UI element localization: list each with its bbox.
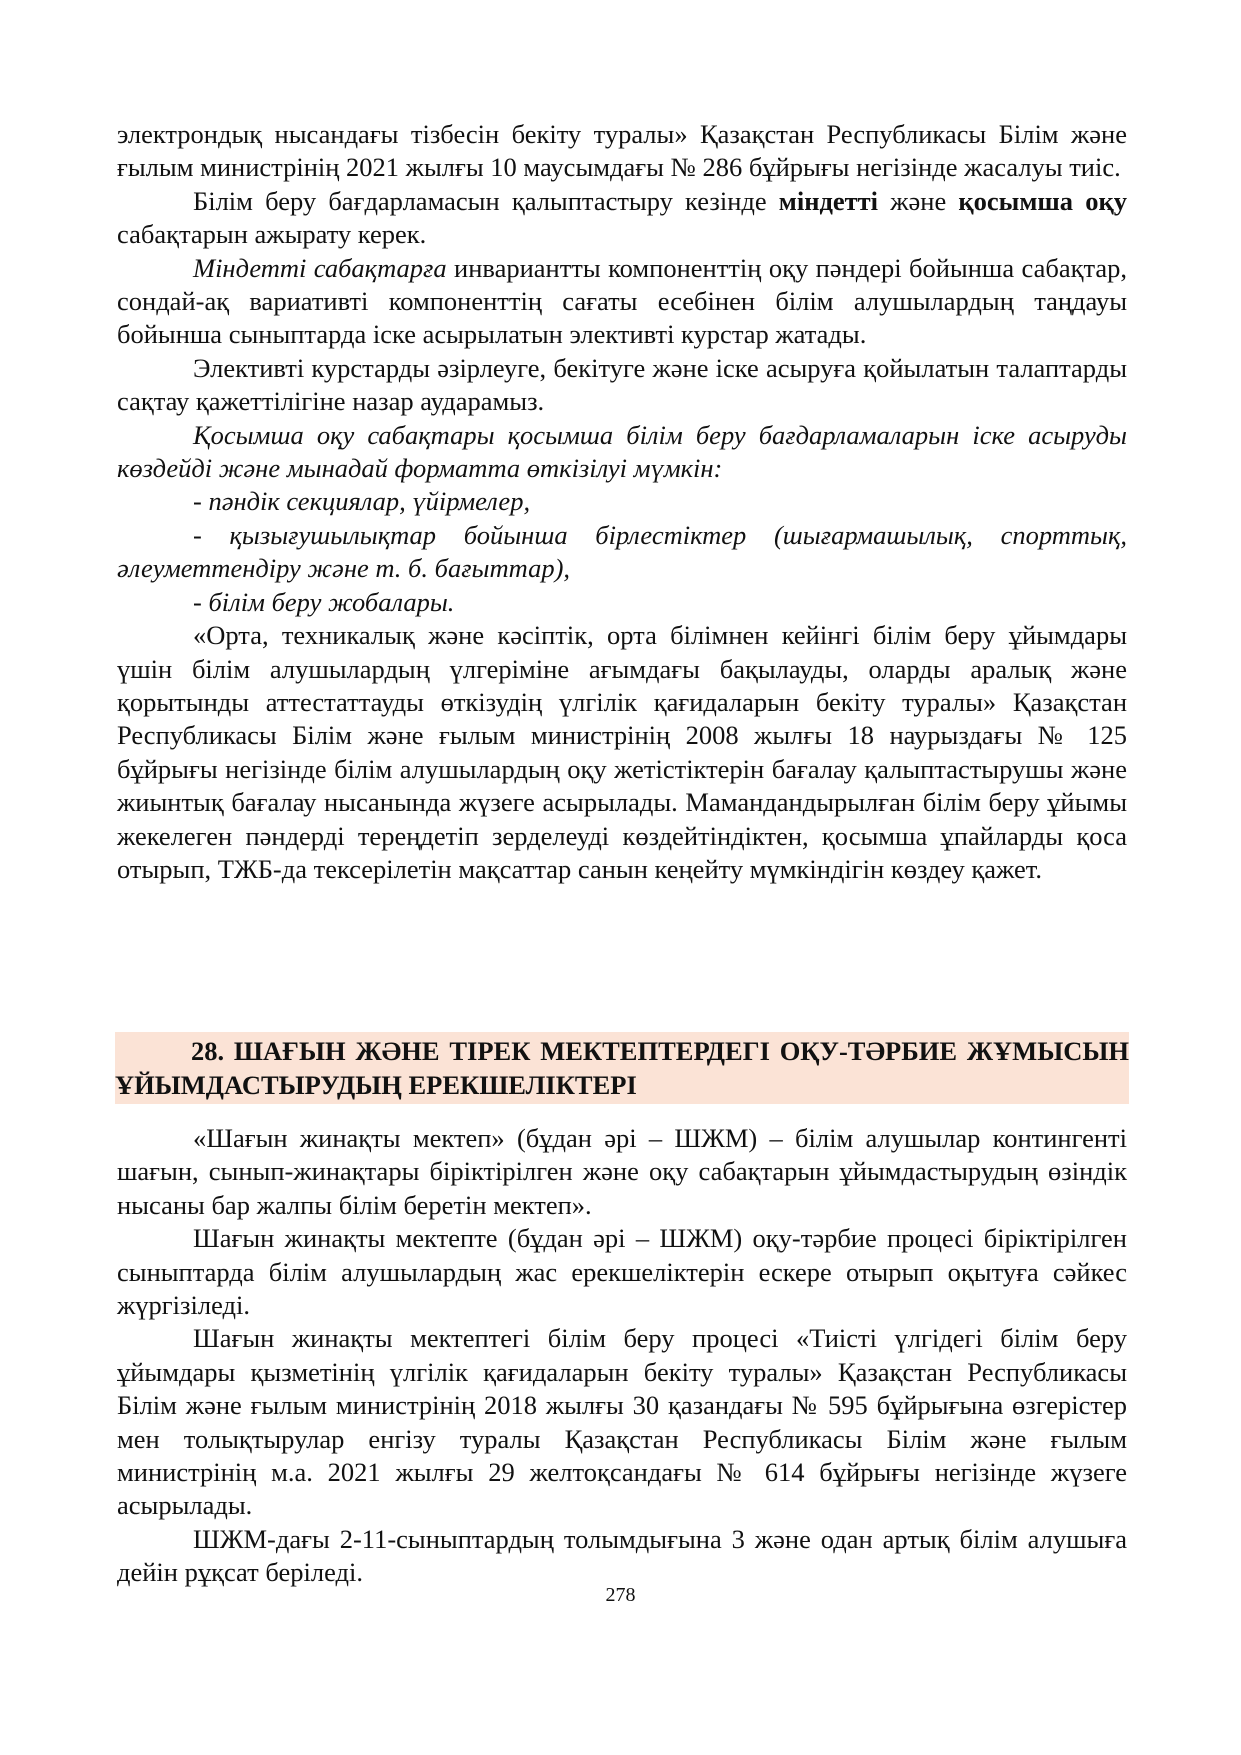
text-run: сабақтарын ажырату керек.	[117, 219, 427, 250]
page-number: 278	[605, 1584, 636, 1606]
italic-term-mandatory-lessons: Міндетті сабақтарға	[193, 252, 447, 283]
page-body-bottom	[117, 1122, 1127, 1590]
paragraph-continuation: электрондық нысандағы тізбесін бекіту туралы» Қазақстан Республикасы Білім және ғылым министрінің 2021 жылғы 10 маусымдағы № 286 бұйрығы негізінде жасалуы тиіс.	[117, 119, 1127, 183]
paragraph-additional-lessons: Қосымша оқу сабақтары қосымша білім беру бағдарламаларын іске асыруды көздейді және мынадай форматта өткізілуі мүмкін:	[117, 419, 1127, 484]
list-item: - білім беру жобалары.	[193, 586, 455, 617]
paragraph-education-process: Шағын жинақты мектепте (бұдан әрі – ШЖМ) оқу-тәрбие процесі біріктірілген сыныптарда білім алушылардың жас ерекшеліктерін ескере отырып оқытуға сәйкес жүргізіледі.	[117, 1223, 1127, 1321]
paragraph-elective-courses: Элективті курстарды әзірлеуге, бекітуге және іске асыруға қойылатын талаптарды сақтау қажеттілігіне назар аударамыз.	[117, 352, 1127, 417]
list-item: - қызығушылықтар бойынша бірлестіктер (шығармашылық, спорттық, әлеуметтендіру және т. б. бағыттар),	[117, 519, 1127, 584]
section-heading-text: 28. ШАҒЫН ЖӘНЕ ТІРЕК МЕКТЕПТЕРДЕГІ ОҚУ-ТӘРБИЕ ЖҰМЫСЫН ҰЙЫМДАСТЫРУДЫҢ ЕРЕКШЕЛІКТЕРІ	[115, 1036, 1129, 1100]
page-body-top	[117, 118, 1127, 886]
paragraph-legal-basis: Шағын жинақты мектептегі білім беру процесі «Тиісті үлгідегі білім беру ұйымдары қызметінің үлгілік қағидаларын бекіту туралы» Қазақстан Республикасы Білім және ғылым министрінің 2018 жылғы 30 қазандағы № 595 бұйрығына өзгерістер мен толықтырулар енгізу туралы Қазақстан Республикасы Білім және ғылым министрінің м.а. 2021 жылғы 29 желтоқсандағы № 614 бұйрығы негізінде жүзеге асырылады.	[117, 1323, 1127, 1521]
bold-term-additional: қосымша оқу	[958, 185, 1127, 216]
text-run: және	[878, 185, 959, 216]
paragraph-mandatory-additional	[117, 185, 1127, 252]
paragraph-assessment: «Орта, техникалық және кәсіптік, орта білімнен кейінгі білім беру ұйымдары үшін білім алушылардың үлгеріміне ағымдағы бақылауды, оларды аралық және қорытынды аттестаттауды өткізудің үлгілік қағидаларын бекіту туралы» Қазақстан Республикасы Білім және ғылым министрінің 2008 жылғы 18 наурыздағы № 125 бұйрығы негізінде білім алушылардың оқу жетістіктерін бағалау қалыптастырушы және жиынтық бағалау нысанында жүзеге асырылады. Мамандандырылған білім беру ұйымы жекелеген пәндерді тереңдетіп зерделеуді көздейтіндіктен, қосымша ұпайларды қоса отырып, ТЖБ-да тексерілетін мақсаттар санын кеңейту мүмкіндігін көздеу қажет.	[117, 620, 1127, 884]
text-run: инвариантты компоненттің оқу пәндері бойынша сабақтар, сондай-ақ вариативті компоненттің сағаты есебінен білім алушылардың таңдауы бойынша сыныптарда іске асырылатын элективті курстар жатады.	[117, 252, 1128, 350]
paragraph-mandatory-lessons	[117, 252, 1127, 352]
section-heading	[115, 1032, 1129, 1104]
list-item: - пәндік секциялар, үйірмелер,	[193, 486, 531, 517]
text-run: Білім беру бағдарламасын қалыптастыру кезінде	[193, 185, 779, 216]
paragraph-small-school-definition: «Шағын жинақты мектеп» (бұдан әрі – ШЖМ) – білім алушылар контингенті шағын, сынып-жинақтары біріктірілген және оқу сабақтарын ұйымдастырудың өзіндік нысаны бар жалпы білім беретін мектеп».	[117, 1123, 1127, 1220]
paragraph-class-size: ШЖМ-дағы 2-11-сыныптардың толымдығына 3 және одан артық білім алушыға дейін рұқсат беріледі.	[117, 1523, 1127, 1588]
bold-term-mandatory: міндетті	[778, 185, 879, 216]
